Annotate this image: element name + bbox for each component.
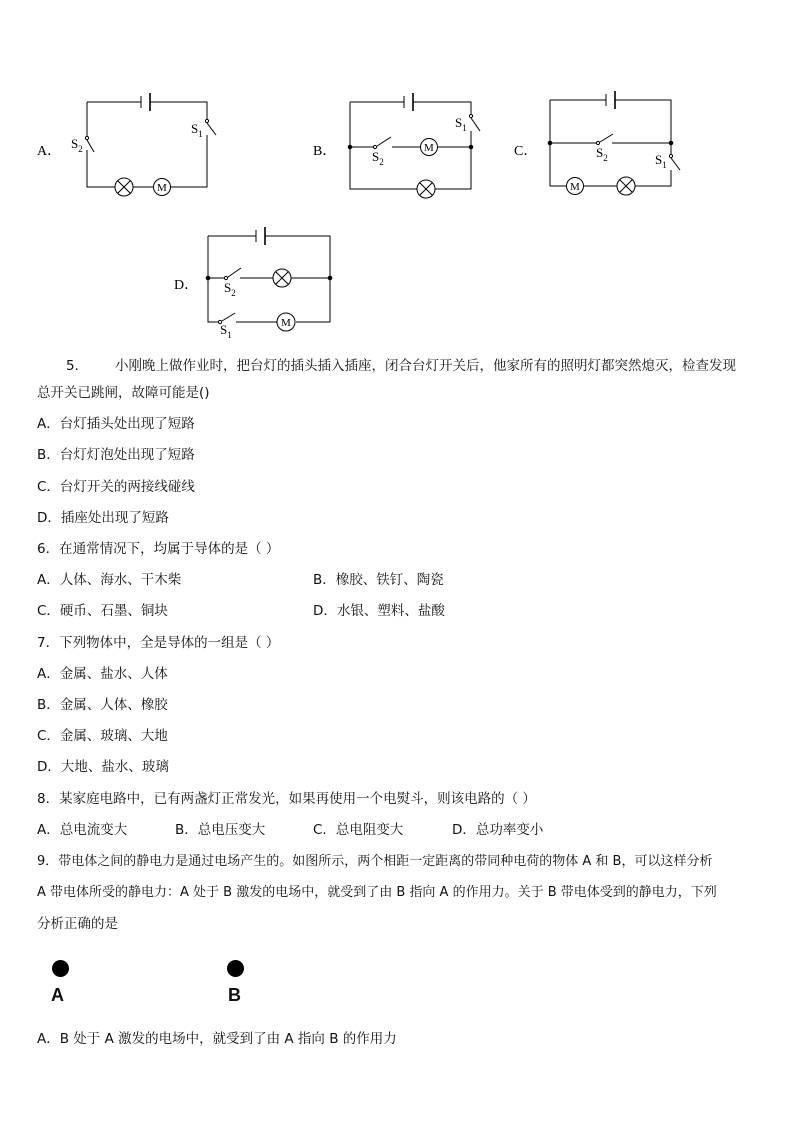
q6-option-b: B．橡胶、铁钉、陶瓷 [313,572,444,588]
charge-b-label: B [228,985,241,1005]
q7-option-a: A．金属、盐水、人体 [37,666,168,682]
circuit-a-motor: M [157,182,167,194]
q6-option-a: A．人体、海水、干木柴 [37,572,182,588]
circuit-c-motor: M [570,181,580,193]
q8-option-b: B．总电压变大 [175,822,266,838]
circuit-d [206,227,332,331]
circuit-d-label: D． [174,278,199,293]
circuit-b [348,93,480,198]
q5-option-c: C．台灯开关的两接线碰线 [37,479,195,495]
circuit-b-label: B． [313,144,337,159]
circuit-d-motor: M [281,317,291,329]
circuit-c-label: C． [514,144,538,159]
q8-option-d: D．总功率变小 [452,822,544,838]
circuit-d-s1: $S_1$ [220,322,232,340]
q5-stem-line1: 小刚晚上做作业时，把台灯的插头插入插座，闭合台灯开关后，他家所有的照明灯都突然熄灭，检查发现 [115,358,736,374]
q6-option-d: D．水银、塑料、盐酸 [313,603,445,619]
q8-stem: 8．某家庭电路中，已有两盏灯正常发光，如果再使用一个电熨斗，则该电路的（ ） [37,791,536,807]
q7-option-d: D．大地、盐水、玻璃 [37,759,169,775]
circuit-a [85,93,216,196]
circuit-b-motor: M [424,142,434,154]
circuit-a-s2: $S_2$ [71,136,83,154]
circuit-c-s1: $S_1$ [655,152,667,170]
circuit-b-s2: $S_2$ [372,149,384,167]
circuit-c-s2: $S_2$ [596,145,608,163]
q7-option-c: C．金属、玻璃、大地 [37,728,168,744]
charge-b-dot [227,960,244,977]
q5-option-a: A．台灯插头处出现了短路 [37,416,195,432]
q5-stem-line2: 总开关已跳闸，故障可能是() [37,385,210,401]
q8-option-c: C．总电阻变大 [313,822,404,838]
q9-line1: 9．带电体之间的静电力是通过电场产生的。如图所示，两个相距一定距离的带同种电荷的物体 A 和 B，可以这样分析 [37,854,713,869]
q6-option-c: C．硬币、石墨、铜块 [37,603,168,619]
charge-a-dot [52,960,69,977]
q9-line3: 分析正确的是 [37,916,118,932]
q7-stem: 7．下列物体中，全是导体的一组是（ ） [37,635,280,651]
q9-option-a: A．B 处于 A 激发的电场中，就受到了由 A 指向 B 的作用力 [37,1031,397,1047]
circuit-c [548,91,680,195]
q6-stem: 6．在通常情况下，均属于导体的是（ ） [37,541,280,557]
circuit-d-s2: $S_2$ [224,280,236,298]
circuit-diagrams [0,0,794,345]
circuit-b-s1: $S_1$ [455,115,467,133]
q8-option-a: A．总电流变大 [37,822,128,838]
q5-option-d: D．插座处出现了短路 [37,510,169,526]
circuit-a-s1: $S_1$ [191,121,203,139]
q9-line2: A 带电体所受的静电力：A 处于 B 激发的电场中，就受到了由 B 指向 A 的作用力。关于 B 带电体受到的静电力，下列 [37,885,717,900]
circuit-a-label: A． [37,144,62,159]
q5-option-b: B．台灯灯泡处出现了短路 [37,447,195,463]
charge-a-label: A [51,985,64,1005]
q5-number: 5． [66,358,89,374]
q7-option-b: B．金属、人体、橡胶 [37,697,168,713]
